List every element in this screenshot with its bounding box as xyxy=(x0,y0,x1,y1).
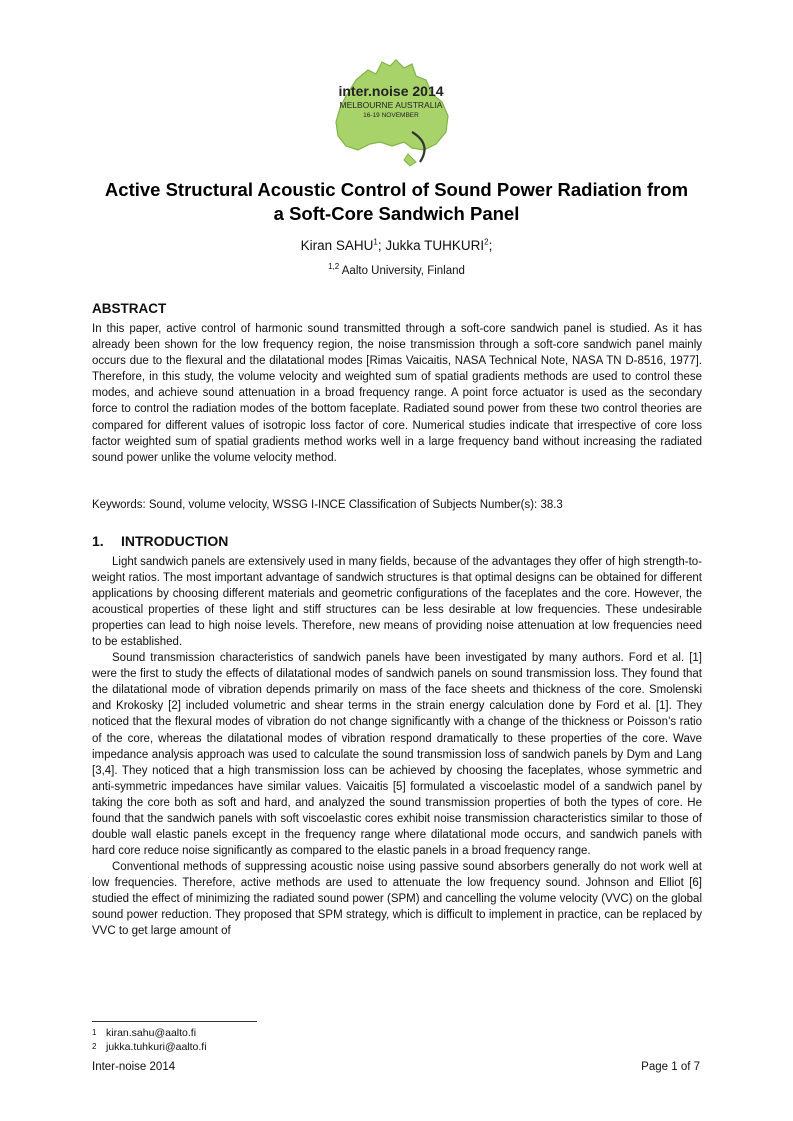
paper-title xyxy=(80,178,713,226)
paragraph: Sound transmission characteristics of sandwich panels have been investigated by many authors. Ford et al. [1] were the first to study the effects of dilatational modes of sandwich panels on sound transmission loss. They found that the dilatational mode of vibration depends primarily on mass of the face sheets and thickness of the core. Smolenski and Krokosky [2] included volumetric and shear terms in the strain energy calculation done by Ford et al. [1]. They noticed that the flexural modes of vibration do not change significantly with a change of the thickness or Poisson’s ratio of the core, whereas the dilatational modes of vibration respond dramatically to these properties of the core. Wave impedance analysis approach was used to calculate the sound transmission loss of sandwich panels by Dym and Lang [3,4]. They noticed that a high transmission loss can be achieved by choosing the faceplates, whose symmetric and anti-symmetric impedances have similar values. Vaicaitis [5] formulated a viscoelastic model of a sandwich panel by taking the core both as soft and hard, and analyzed the sound transmission properties of both the types of core. He found that the sandwich panels with soft viscoelastic cores exhibit noise transmission characteristics similar to those of double wall elastic panels except in the frequency range where dilatational mode occurs, and sandwich panels with hard core reduce noise significantly as compared to the elastic panels in a broad frequency range. xyxy=(92,652,702,857)
australia-map-icon xyxy=(316,58,466,173)
footnote-email[interactable]: kiran.sahu@aalto.fi xyxy=(106,1027,197,1039)
logo-dates: 16-19 NOVEMBER xyxy=(363,112,419,119)
abstract-body: In this paper, active control of harmonic sound transmitted through a soft-core sandwich panel is studied. As it has already been shown for the low frequency region, the noise transmission through a soft-core sandwich panel mainly occurs due to the flexural and the dilatational modes [Rimas Vaicaitis, NASA Technical Note, NASA TN D-8516, 1977]. Therefore, in this study, the volume velocity and weighted sum of spatial gradients methods are used to control these modes, and achieve sound attenuation in a broad frequency range. A point force actuator is used as the secondary force to control the radiation modes of the bottom faceplate. Radiated sound power from these two control theories are compared for different values of isotropic loss factor of core. Numerical studies indicate that irrespective of core loss factor weighted sum of spatial gradients method works well in a large frequency band without increasing the radiated sound power unlike the volume velocity method. xyxy=(92,323,702,464)
footnote-divider xyxy=(92,1021,257,1022)
section-heading-introduction xyxy=(92,533,228,549)
author-separator-end: ; xyxy=(488,238,493,253)
footnote-number: 1 xyxy=(92,1028,97,1037)
logo-name: inter.noise 2014 xyxy=(338,83,444,99)
footer-conference: Inter-noise 2014 xyxy=(92,1061,176,1073)
affiliation-text: Aalto University, Finland xyxy=(339,265,465,277)
logo-location: MELBOURNE AUSTRALIA xyxy=(339,100,443,110)
section-title: INTRODUCTION xyxy=(121,533,229,549)
author-2: Jukka TUHKURI xyxy=(385,238,485,253)
section-number: 1. xyxy=(92,533,104,549)
footnote-email[interactable]: jukka.tuhkuri@aalto.fi xyxy=(106,1041,207,1053)
affiliation xyxy=(80,263,713,279)
title-line-2: a Soft-Core Sandwich Panel xyxy=(273,203,520,224)
paragraph: Conventional methods of suppressing acoustic noise using passive sound absorbers generally do not work well at low frequencies. Therefore, active methods are used to attenuate the low frequency sound. Johnson and Elliot [6] studied the effect of minimizing the radiated sound power (SPM) and cancelling the volume velocity (VVC) on the global sound power reduction. They proposed that SPM strategy, which is difficult to implement in practice, can be replaced by VVC to get large amount of xyxy=(92,860,702,938)
author-1: Kiran SAHU xyxy=(300,238,374,253)
keywords: Keywords: Sound, volume velocity, WSSG I-INCE Classification of Subjects Number(s): 38.3 xyxy=(92,499,563,511)
paragraph: Light sandwich panels are extensively used in many fields, because of the advantages they offer of high strength-to-weight ratios. The most important advantage of sandwich structures is that optimal designs can be obtained for different applications by choosing different materials and geometric configurations of the faceplates and the core. However, the acoustical properties of these light and stiff structures can be less desirable at low frequencies. These undesirable properties can lead to high noise levels. Therefore, new means of providing noise attenuation at low frequencies need to be established. xyxy=(92,556,702,649)
affiliation-sup: 1,2 xyxy=(328,262,340,272)
title-line-1: Active Structural Acoustic Control of Sound Power Radiation from xyxy=(104,179,689,200)
footnote-number: 2 xyxy=(92,1042,97,1051)
author-1-sup: 1 xyxy=(373,237,378,247)
footnote xyxy=(92,1040,207,1054)
footnotes xyxy=(92,1026,207,1054)
author-separator: ; xyxy=(377,238,386,253)
abstract-heading: ABSTRACT xyxy=(92,301,167,316)
tasmania-shape xyxy=(404,154,416,166)
footnote xyxy=(92,1026,207,1040)
footer-page-number: Page 1 of 7 xyxy=(641,1061,700,1073)
author-list xyxy=(80,237,713,255)
author-2-sup: 2 xyxy=(484,237,489,247)
conference-logo xyxy=(316,58,466,173)
introduction-body xyxy=(92,554,702,939)
